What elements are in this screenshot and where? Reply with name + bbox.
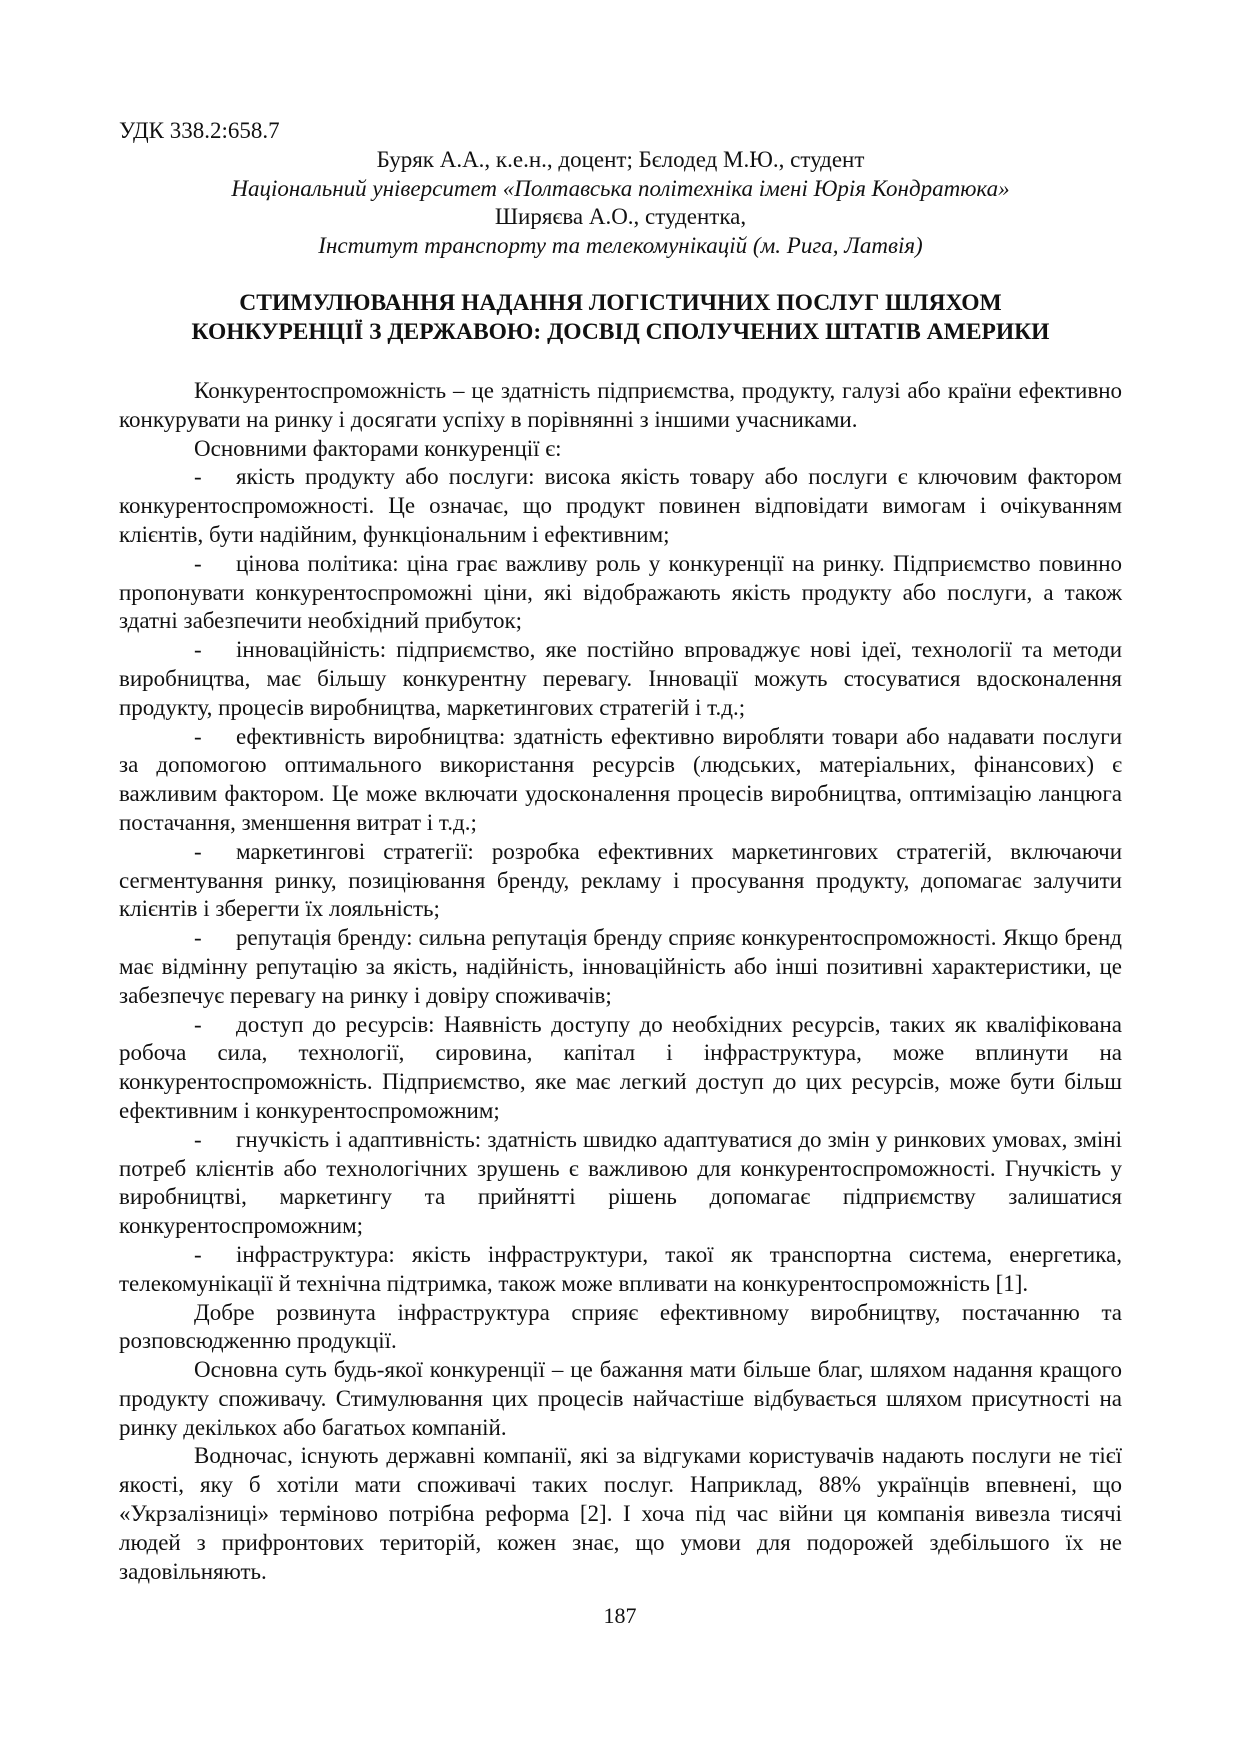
factor-text: цінова політика: ціна грає важливу роль у конкуренції на ринку. Підприємство повинно пропонувати конкурентоспроможні ціни, які відображають якість продукту або послуги, а також здатні забезпечити необхідний прибуток; xyxy=(119,550,1122,634)
affiliation-1: Національний університет «Полтавська політехніка імені Юрія Кондратюка» xyxy=(231,175,1010,201)
list-dash: - xyxy=(194,1011,202,1037)
paper-title xyxy=(119,289,1122,347)
author-line-1: Буряк А.А., к.е.н., доцент; Бєлодед М.Ю., студент xyxy=(376,147,865,172)
factor-text: репутація бренду: сильна репутація бренду сприяє конкурентоспроможності. Якщо бренд має відмінну репутацію за якість, надійність, інноваційність або інші позитивні характеристики, це забезпечує перевагу на ринку і довіру споживачів; xyxy=(119,925,1122,1008)
body-text xyxy=(119,377,1122,1586)
factor-item xyxy=(119,838,1122,924)
page-number: 187 xyxy=(603,1603,637,1628)
list-dash: - xyxy=(194,925,202,951)
factor-item xyxy=(119,1126,1122,1241)
factor-item xyxy=(119,463,1122,549)
affiliation-2: Інститут транспорту та телекомунікацій (м. Рига, Латвія) xyxy=(318,232,923,258)
title-line-2: КОНКУРЕНЦІЇ З ДЕРЖАВОЮ: ДОСВІД СПОЛУЧЕНИХ ШТАТІВ АМЕРИКИ xyxy=(191,319,1050,345)
author-line-2: Ширяєва А.О., студентка, xyxy=(494,204,747,229)
factor-text: інноваційність: підприємство, яке постійно впроваджує нові ідеї, технології та методи виробництва, має більшу конкурентну перевагу. Інновації можуть стосуватися вдосконалення продукту, процесів виробництва, маркетингових стратегій і т.д.; xyxy=(119,637,1122,720)
list-dash: - xyxy=(194,464,202,490)
factor-item xyxy=(119,924,1122,1010)
body-paragraph: Добре розвинута інфраструктура сприяє ефективному виробництву, постачанню та розповсюдженню продукції. xyxy=(119,1299,1122,1354)
factor-text: якість продукту або послуги: висока якість товару або послуги є ключовим фактором конкурентоспроможності. Це означає, що продукт повинен відповідати вимогам і очікуванням клієнтів, бути надійним, функціональним і ефективним; xyxy=(119,464,1122,547)
list-dash: - xyxy=(194,1241,202,1267)
factor-item xyxy=(119,723,1122,838)
factor-item xyxy=(119,1011,1122,1126)
factor-text: доступ до ресурсів: Наявність доступу до необхідних ресурсів, таких як кваліфікована робоча сила, технології, сировина, капітал і інфраструктура, може вплинути на конкурентоспроможність. Підприємство, яке має легкий доступ до цих ресурсів, може бути більш ефективним і конкурентоспроможним; xyxy=(119,1011,1122,1123)
factor-item xyxy=(119,636,1122,722)
factors-lead: Основними факторами конкуренції є: xyxy=(194,435,562,461)
list-dash: - xyxy=(194,550,202,576)
factor-text: ефективність виробництва: здатність ефективно виробляти товари або надавати послуги за допомогою оптимального використання ресурсів (людських, матеріальних, фінансових) є важливим фактором. Це може включати удосконалення процесів виробництва, оптимізацію ланцюга постачання, зменшення витрат і т.д.; xyxy=(119,723,1122,835)
list-dash: - xyxy=(194,838,202,864)
title-line-1: СТИМУЛЮВАННЯ НАДАННЯ ЛОГІСТИЧНИХ ПОСЛУГ ШЛЯХОМ xyxy=(239,290,1002,316)
body-paragraph: Водночас, існують державні компанії, які за відгуками користувачів надають послуги не тієї якості, яку б хотіли мати споживачі таких послуг. Наприклад, 88% українців впевнені, що «Укрзалізниці» терміново потрібна реформа [2]. І хоча під час війни ця компанія вивезла тисячі людей з прифронтових територій, кожен знає, що умови для подорожей здебільшого їх не задовільняють. xyxy=(119,1443,1122,1584)
udk-code: УДК 338.2:658.7 xyxy=(119,118,280,143)
list-dash: - xyxy=(194,1126,202,1152)
body-paragraph: Основна суть будь-якої конкуренції – це бажання мати більше благ, шляхом надання кращого продукту споживачу. Стимулювання цих процесів найчастіше відбувається шляхом присутності на ринку декількох або багатьох компаній. xyxy=(119,1357,1122,1440)
factor-item xyxy=(119,550,1122,636)
list-dash: - xyxy=(194,637,202,663)
author-block xyxy=(119,146,1122,260)
factor-text: гнучкість і адаптивність: здатність швидко адаптуватися до змін у ринкових умовах, зміні потреб клієнтів або технологічних зрушень є важливою для конкурентоспроможності. Гнучкість у виробництві, маркетингу та прийнятті рішень допомагає підприємству залишатися конкурентоспроможним; xyxy=(119,1126,1122,1239)
factor-text: маркетингові стратегії: розробка ефективних маркетингових стратегій, включаючи сегментування ринку, позиціювання бренду, рекламу і просування продукту, допомагає залучити клієнтів і зберегти їх лояльність; xyxy=(119,838,1122,922)
factor-item xyxy=(119,1241,1122,1299)
list-dash: - xyxy=(194,723,202,749)
intro-paragraph: Конкурентоспроможність – це здатність підприємства, продукту, галузі або країни ефективно конкурувати на ринку і досягати успіху в порівнянні з іншими учасниками. xyxy=(119,378,1122,432)
factor-text: інфраструктура: якість інфраструктури, такої як транспортна система, енергетика, телекомунікації й технічна підтримка, також може впливати на конкурентоспроможність [1]. xyxy=(119,1241,1122,1296)
